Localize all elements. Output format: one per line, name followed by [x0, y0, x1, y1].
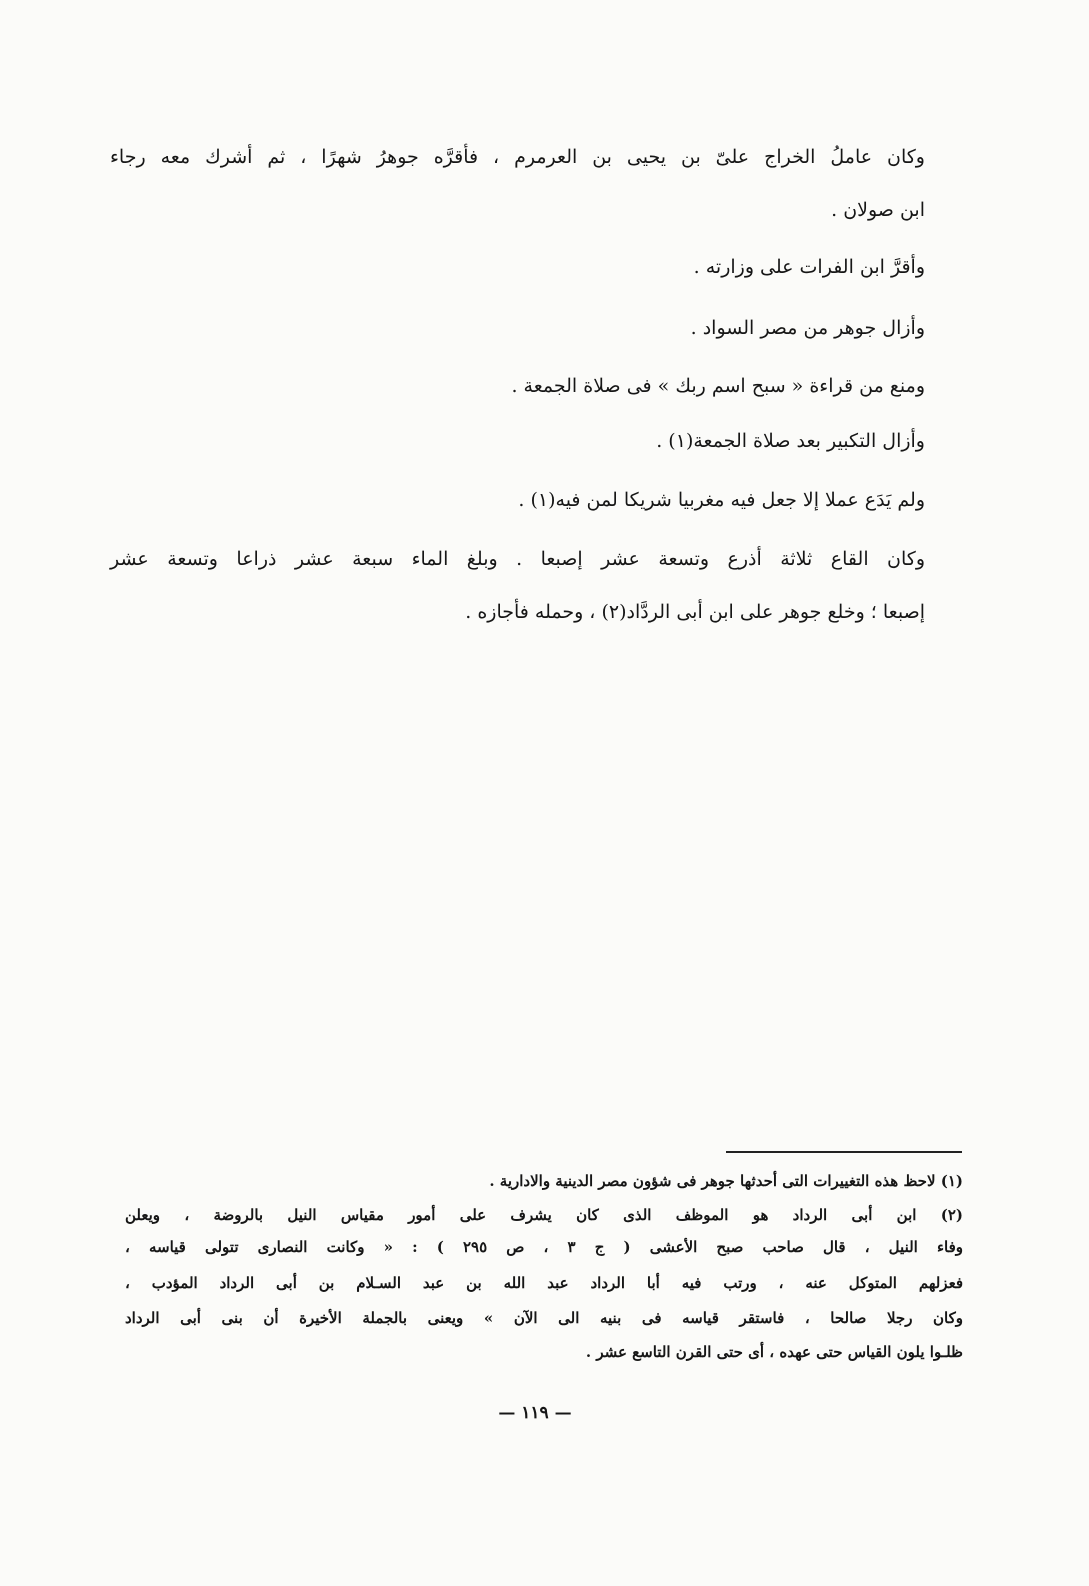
page-number: — ١١٩ —: [498, 1403, 572, 1423]
text-line: وكان عاملُ الخراج علىّ بن يحيى بن العرمرم ، فأقرَّه جوهرُ شهرًا ، ثم أشرك معه رجاء: [110, 146, 925, 168]
text-line: وكان القاع ثلاثة أذرع وتسعة عشر إصبعا . وبلغ الماء سبعة عشر ذراعا وتسعة عشر: [110, 548, 925, 570]
text-line: وأزال التكبير بعد صلاة الجمعة(١) .: [656, 430, 925, 452]
footnote-line: (٢) ابن أبى الرداد هو الموظف الذى كان يشرف على أمور مقياس النيل بالروضة ، ويعلن: [125, 1206, 963, 1224]
footnote-line: ظلـوا يلون القياس حتى عهده ، أى حتى القرن التاسع عشر .: [585, 1343, 963, 1361]
footnote-line: وفاء النيل ، قال صاحب صبح الأعشى ( ج ٣ ، ص ٢٩٥ ) : « وكانت النصارى تتولى قياسه ،: [125, 1238, 963, 1256]
footnote-line: فعزلهم المتوكل عنه ، ورتب فيه أبا الرداد عبد الله بن عبد السـلام بن أبى الرداد المؤدب ،: [125, 1274, 963, 1292]
text-line: ولم يَدَع عملا إلا جعل فيه مغربيا شريكا لمن فيه(١) .: [518, 489, 925, 511]
text-line: وأزال جوهر من مصر السواد .: [690, 317, 925, 339]
text-line: إصبعا ؛ وخلع جوهر على ابن أبى الردَّاد(٢) ، وحمله فأجازه .: [465, 601, 925, 623]
footnote-line: (١) لاحظ هذه التغييرات التى أحدثها جوهر فى شؤون مصر الدينية والادارية .: [489, 1172, 963, 1190]
text-line: وأقرَّ ابن الفرات على وزارته .: [693, 256, 925, 278]
footnote-divider: [726, 1151, 962, 1153]
text-line: ومنع من قراءة « سبح اسم ربك » فى صلاة الجمعة .: [511, 375, 925, 397]
text-line: ابن صولان .: [831, 199, 925, 221]
footnote-line: وكان رجلا صالحا ، فاستقر قياسه فى بنيه الى الآن » ويعنى بالجملة الأخيرة أن بنى أبى الرداد: [125, 1309, 963, 1327]
